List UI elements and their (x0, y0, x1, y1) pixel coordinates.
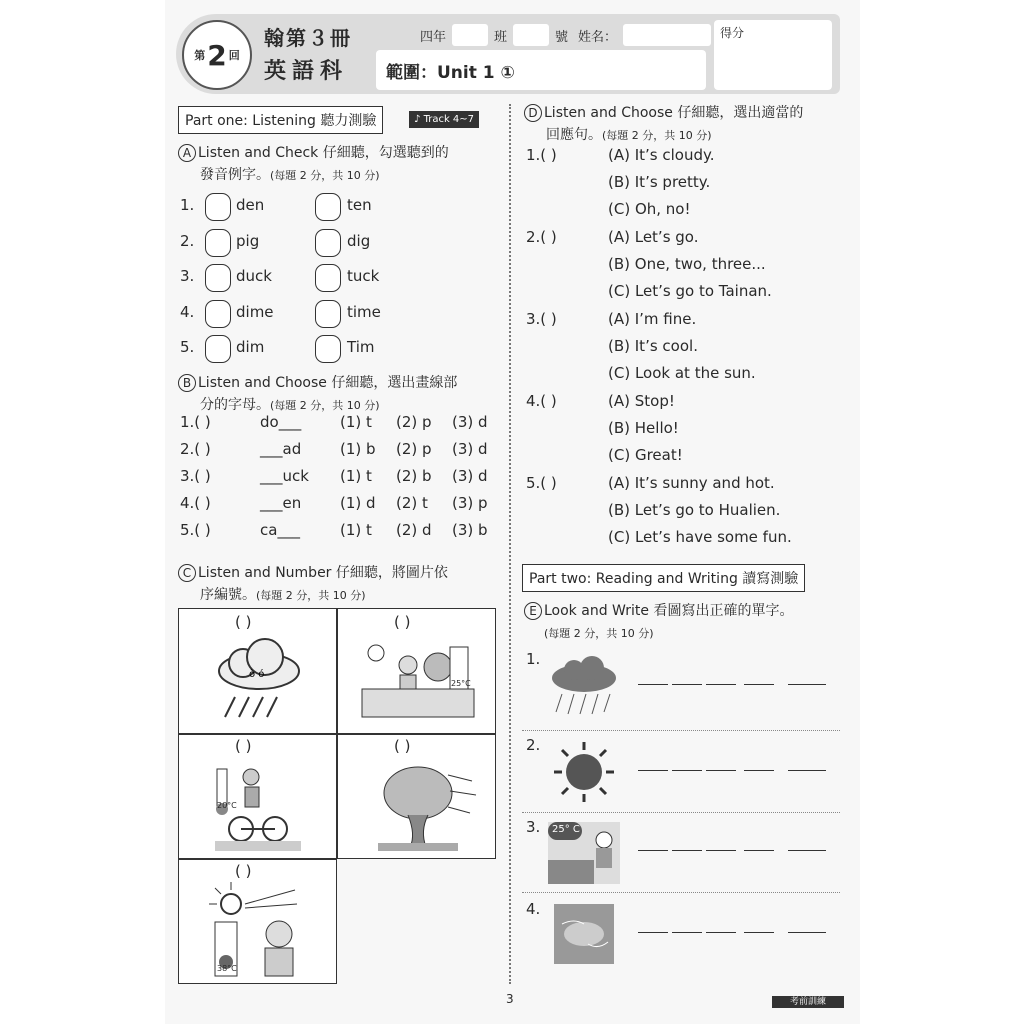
subject-title: 英語科 (264, 59, 349, 84)
part-one-title: Part one: Listening 聽力測驗 (178, 106, 383, 134)
row-separator (522, 892, 840, 893)
word-blank: ___uck (260, 467, 309, 485)
section-b-letter: B (178, 374, 196, 392)
section-b-points: (每題 2 分，共 10 分) (270, 399, 380, 412)
writing-line[interactable] (638, 684, 668, 685)
check-box[interactable] (315, 300, 341, 328)
response-option-c: (C) Oh, no! (608, 200, 691, 218)
option-1: (1) b (340, 440, 376, 458)
boy-walking-icon (338, 609, 495, 733)
option-1: (1) t (340, 413, 372, 431)
picture-boy-walking-hot (337, 608, 496, 734)
windy-tree-icon (338, 735, 495, 858)
word-option-a: duck (236, 267, 272, 285)
word-option-a: pig (236, 231, 260, 250)
section-b-title: Listen and Choose 仔細聽，選出畫線部 (198, 375, 458, 391)
writing-line[interactable] (744, 770, 774, 771)
temperature-label: 38°C (217, 964, 237, 973)
section-a-title: Listen and Check 仔細聽，勾選聽到的 (198, 145, 449, 161)
response-option-a: (A) I’m fine. (608, 310, 697, 328)
option-3: (3) d (452, 413, 488, 431)
check-box[interactable] (205, 229, 231, 257)
item-number: 3. (526, 818, 541, 836)
seat-field[interactable] (513, 24, 549, 46)
item-number: 2. (526, 736, 541, 754)
writing-line[interactable] (706, 684, 736, 685)
bike-rider-icon (179, 735, 336, 858)
item-number: 4. (180, 302, 195, 321)
picture-rain-cloud (178, 608, 337, 734)
option-2: (2) p (396, 440, 432, 458)
writing-line[interactable] (706, 770, 736, 771)
class-field[interactable] (452, 24, 488, 46)
picture-hot-sun-girl (178, 859, 337, 984)
track-badge: ♪ Track 4~7 (409, 111, 479, 128)
wind-cloud-icon (554, 904, 614, 964)
check-box[interactable] (205, 300, 231, 328)
writing-line[interactable] (672, 850, 702, 851)
response-option-b: (B) One, two, three... (608, 255, 766, 273)
writing-line[interactable] (638, 850, 668, 851)
section-a-letter: A (178, 144, 196, 162)
check-box[interactable] (205, 335, 231, 363)
check-box[interactable] (205, 264, 231, 292)
picture-windy-tree (337, 734, 496, 859)
publisher-brand: 考前訓練 (772, 996, 844, 1008)
section-b-header (178, 372, 457, 417)
answer-paren[interactable]: 3.( ) (526, 310, 557, 328)
answer-paren[interactable]: 4.( ) (526, 392, 557, 410)
item-number: 3. (180, 267, 195, 285)
student-fields (420, 24, 717, 46)
picture-bike-rider (178, 734, 337, 859)
writing-line[interactable] (672, 684, 702, 685)
rain-cloud-icon (179, 609, 336, 733)
name-field[interactable] (623, 24, 711, 46)
option-3: (3) d (452, 467, 488, 485)
writing-line[interactable] (706, 850, 736, 851)
section-d-header (524, 102, 803, 147)
round-prefix: 第 (194, 49, 206, 62)
section-a-points: (每題 2 分，共 10 分) (270, 169, 380, 182)
option-1: (1) t (340, 521, 372, 539)
temperature-label: 25° C (552, 824, 580, 835)
option-2: (2) d (396, 521, 432, 539)
response-option-a: (A) It’s sunny and hot. (608, 474, 775, 492)
rain-cloud-icon (548, 656, 620, 720)
response-option-b: (B) Let’s go to Hualien. (608, 501, 781, 519)
check-box[interactable] (315, 335, 341, 363)
word-option-b: ten (347, 196, 372, 214)
answer-paren[interactable]: ( ) (235, 613, 252, 631)
answer-paren[interactable]: 4.( ) (180, 494, 211, 512)
writing-line[interactable] (788, 770, 826, 771)
sun-icon (550, 740, 618, 804)
score-label: 得分 (720, 26, 745, 40)
option-3: (3) d (452, 440, 488, 458)
writing-line[interactable] (638, 932, 668, 933)
page-number: 3 (506, 992, 514, 1006)
word-blank: do___ (260, 413, 302, 431)
section-a-title2: 發音例字。 (200, 167, 270, 183)
row-separator (522, 730, 840, 731)
track-label: Track 4~7 (423, 114, 475, 125)
section-c-title2: 序編號。 (200, 587, 256, 603)
section-e-header (524, 600, 793, 645)
word-blank: ___en (260, 494, 302, 512)
answer-paren[interactable]: ( ) (394, 737, 411, 755)
writing-line[interactable] (788, 684, 826, 685)
check-box[interactable] (315, 193, 341, 221)
section-d-points: (每題 2 分，共 10 分) (602, 129, 712, 142)
answer-paren[interactable]: 2.( ) (526, 228, 557, 246)
response-option-b: (B) It’s cool. (608, 337, 698, 355)
option-2: (2) b (396, 467, 432, 485)
book-title: 翰第３冊 (264, 26, 352, 50)
svg-text:ò ó: ò ó (249, 669, 265, 680)
response-option-a: (A) Stop! (608, 392, 675, 410)
section-b-title2: 分的字母。 (200, 397, 270, 413)
answer-paren[interactable]: ( ) (235, 862, 252, 880)
check-box[interactable] (315, 229, 341, 257)
range-text: 範圍：Unit 1 ① (386, 62, 515, 83)
word-option-a: dime (236, 302, 274, 321)
item-number: 4. (526, 900, 541, 918)
item-number: 5. (180, 338, 195, 356)
section-c-points: (每題 2 分，共 10 分) (256, 589, 366, 602)
name-label: 姓名： (578, 29, 618, 45)
range-box (376, 50, 706, 90)
part-two-title: Part two: Reading and Writing 讀寫測驗 (522, 564, 805, 592)
option-2: (2) t (396, 494, 428, 512)
option-3: (3) p (452, 494, 488, 512)
item-number: 1. (180, 196, 195, 214)
answer-paren[interactable]: 1.( ) (526, 146, 557, 164)
response-option-a: (A) Let’s go. (608, 228, 699, 246)
item-number: 1. (526, 650, 541, 668)
response-option-c: (C) Let’s have some fun. (608, 528, 792, 546)
section-c-header (178, 562, 448, 607)
temperature-label: 20°C (217, 801, 237, 810)
word-option-a: dim (236, 338, 265, 356)
answer-paren[interactable]: 2.( ) (180, 440, 211, 458)
writing-line[interactable] (744, 684, 774, 685)
hot-sun-girl-icon (179, 860, 336, 983)
section-d-letter: D (524, 104, 542, 122)
word-option-b: dig (347, 231, 371, 250)
word-option-b: tuck (347, 267, 380, 285)
writing-line[interactable] (672, 770, 702, 771)
writing-line[interactable] (788, 850, 826, 851)
answer-paren[interactable]: ( ) (235, 737, 252, 755)
writing-line[interactable] (788, 932, 826, 933)
section-a-header (178, 142, 449, 187)
class-label: 班 (494, 29, 508, 45)
response-option-b: (B) Hello! (608, 419, 679, 437)
answer-paren[interactable]: ( ) (394, 613, 411, 631)
answer-paren[interactable]: 5.( ) (526, 474, 557, 492)
writing-line[interactable] (744, 932, 774, 933)
picture-hot-day (548, 822, 620, 884)
section-c-title: Listen and Number 仔細聽，將圖片依 (198, 565, 448, 581)
temperature-label: 25°C (451, 679, 471, 688)
row-separator (522, 812, 840, 813)
answer-paren[interactable]: 5.( ) (180, 521, 211, 539)
round-number: 2 (207, 38, 227, 72)
section-c-letter: C (178, 564, 196, 582)
response-option-c: (C) Great! (608, 446, 683, 464)
round-suffix: 回 (228, 49, 240, 62)
section-e-letter: E (524, 602, 542, 620)
answer-paren[interactable]: 3.( ) (180, 467, 211, 485)
word-blank: ___ad (260, 440, 302, 458)
answer-paren[interactable]: 1.( ) (180, 413, 211, 431)
response-option-c: (C) Look at the sun. (608, 364, 756, 382)
writing-line[interactable] (744, 850, 774, 851)
response-option-c: (C) Let’s go to Tainan. (608, 282, 772, 300)
section-e-title: Look and Write 看圖寫出正確的單字。 (544, 603, 794, 619)
column-divider (509, 104, 511, 984)
writing-line[interactable] (706, 932, 736, 933)
seat-label: 號 (555, 29, 569, 45)
word-option-a: den (236, 196, 265, 214)
check-box[interactable] (205, 193, 231, 221)
response-option-a: (A) It’s cloudy. (608, 146, 715, 164)
grade-label: 四年 (420, 29, 447, 45)
word-option-b: time (347, 302, 381, 321)
writing-line[interactable] (638, 770, 668, 771)
item-number: 2. (180, 231, 195, 250)
option-2: (2) p (396, 413, 432, 431)
writing-line[interactable] (672, 932, 702, 933)
option-1: (1) d (340, 494, 376, 512)
picture-windy (554, 904, 614, 964)
section-e-points: (每題 2 分，共 10 分) (544, 627, 654, 640)
round-badge (182, 20, 252, 90)
option-3: (3) b (452, 521, 488, 539)
word-blank: ca___ (260, 521, 300, 539)
section-d-title2: 回應句。 (546, 127, 602, 143)
score-box[interactable] (714, 20, 832, 90)
word-option-b: Tim (347, 338, 375, 356)
check-box[interactable] (315, 264, 341, 292)
response-option-b: (B) It’s pretty. (608, 173, 711, 191)
option-1: (1) t (340, 467, 372, 485)
section-d-title: Listen and Choose 仔細聽，選出適當的 (544, 105, 804, 121)
